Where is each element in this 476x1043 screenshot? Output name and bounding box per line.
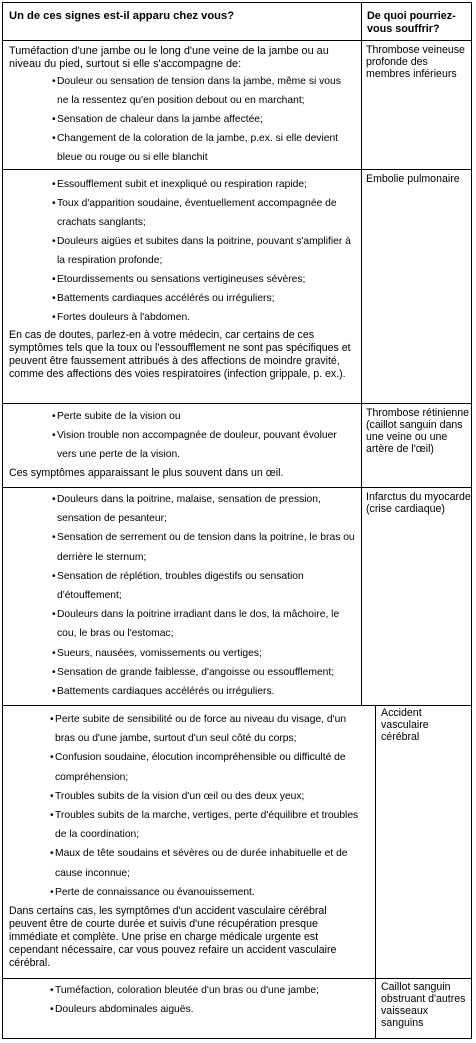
column-divider: [361, 170, 362, 403]
symptom-list: [9, 407, 359, 464]
table-row: [2, 706, 472, 979]
symptoms-cell: [9, 407, 359, 480]
table-row: [2, 170, 472, 404]
list-item: • Sueurs, nausées, vomissements ou vertiges;: [57, 644, 359, 663]
list-item: • Fortes douleurs à l'abdomen.: [57, 308, 359, 327]
list-item: • Douleurs dans la poitrine irradiant dans le dos, la mâchoire, le cou, le bras ou l'estomac;: [57, 605, 359, 643]
column-divider: [361, 41, 362, 169]
list-item: • Etourdissements ou sensations vertigineuses sévères;: [57, 270, 359, 289]
list-item: • Tuméfaction, coloration bleutée d'un bras ou d'une jambe;: [55, 981, 371, 1000]
list-item: • Changement de la coloration de la jambe, p.ex. si elle devient bleue ou rouge ou si elle blanchit: [57, 129, 359, 167]
list-item: • Douleurs abdominales aiguës.: [55, 1000, 371, 1019]
condition-cell: Infarctus du myocarde (crise cardiaque): [366, 491, 471, 515]
list-item: • Perte de connaissance ou évanouissement.: [55, 883, 371, 902]
symptom-list: [9, 710, 371, 902]
table-row: [2, 41, 472, 170]
symptoms-cell: [9, 45, 359, 167]
list-item: • Essoufflement subit et inexpliqué ou respiration rapide;: [57, 175, 359, 194]
condition-cell: Embolie pulmonaire: [366, 173, 460, 185]
condition-cell: Thrombose rétinienne (caillot sanguin dans une veine ou une artère de l'œil): [366, 407, 470, 455]
row-note: Dans certains cas, les symptômes d'un accident vasculaire cérébral peuvent être de courte durée et suivis d'une récupération presque immédiate et complète. Une prise en charge médicale urgente est cependant nécessaire, car vous pouvez refaire un accident vasculaire cérébral.: [9, 905, 337, 970]
column-divider: [361, 404, 362, 487]
list-item: • Vision trouble non accompagnée de douleur, pouvant évoluer vers une perte de la vision.: [57, 426, 359, 464]
column-divider: [375, 706, 376, 978]
symptom-list: [9, 981, 371, 1019]
table-row: [2, 404, 472, 488]
column-divider: [361, 3, 362, 40]
list-item: • Douleurs dans la poitrine, malaise, sensation de pression, sensation de pesanteur;: [57, 490, 359, 528]
list-item: • Sensation de grande faiblesse, d'angoisse ou essoufflement;: [57, 663, 359, 682]
list-item: • Maux de tête soudains et sévères ou de durée inhabituelle et de cause inconnue;: [55, 844, 371, 882]
symptoms-cell: [9, 981, 371, 1019]
table-header: [2, 2, 472, 41]
table-row: [2, 979, 472, 1039]
list-item: • Troubles subits de la vision d'un œil ou des deux yeux;: [55, 787, 371, 806]
list-item: • Sensation de chaleur dans la jambe affectée;: [57, 110, 359, 129]
symptom-list: [9, 175, 359, 327]
condition-cell: Thrombose veineuse profonde des membres inférieurs: [366, 44, 465, 80]
list-item: • Toux d'apparition soudaine, éventuellement accompagnée de crachats sanglants;: [57, 194, 359, 232]
list-item: • Douleur ou sensation de tension dans la jambe, même si vous ne la ressentez qu'en position debout ou en marchant;: [57, 72, 359, 110]
header-condition: De quoi pourriez-vous souffrir?: [367, 10, 456, 35]
symptoms-cell: [9, 175, 359, 381]
header-signs: Un de ces signes est-il apparu chez vous?: [9, 10, 235, 22]
column-divider: [361, 488, 362, 705]
list-item: • Perte subite de la vision ou: [57, 407, 359, 426]
list-item: • Douleurs aigües et subites dans la poitrine, pouvant s'amplifier à la respiration profonde;: [57, 232, 359, 270]
symptoms-cell: [9, 490, 359, 701]
list-item: • Sensation de réplétion, troubles digestifs ou sensation d'étouffement;: [57, 567, 359, 605]
table-row: [2, 488, 472, 706]
list-item: • Battements cardiaques accélérés ou irréguliers.: [57, 682, 359, 701]
symptoms-cell: [9, 710, 371, 970]
row-note: Ces symptômes apparaissant le plus souvent dans un œil.: [9, 467, 284, 479]
list-item: • Sensation de serrement ou de tension dans la poitrine, le bras ou derrière le sternum;: [57, 528, 359, 566]
symptom-list: [9, 490, 359, 701]
symptom-list: [9, 72, 359, 167]
column-divider: [375, 979, 376, 1038]
row-note: En cas de doutes, parlez-en à votre médecin, car certains de ces symptômes tels que la toux ou l'essoufflement ne sont pas spécifiques et peuvent être faussement attribués à des affections de moindre gravité, comme des affections des voies respiratoires (infection grippale, p. ex.).: [9, 329, 351, 380]
list-item: • Confusion soudaine, élocution incompréhensible ou difficulté de compréhension;: [55, 748, 371, 786]
list-item: • Battements cardiaques accélérés ou irréguliers;: [57, 289, 359, 308]
list-item: • Troubles subits de la marche, vertiges, perte d'équilibre et troubles de la coordination;: [55, 806, 371, 844]
list-item: • Perte subite de sensibilité ou de force au niveau du visage, d'un bras ou d'une jambe, surtout d'un seul côté du corps;: [55, 710, 371, 748]
row-intro: Tuméfaction d'une jambe ou le long d'une veine de la jambe ou au niveau du pied, surtout si elle s'accompagne de:: [9, 45, 329, 70]
condition-cell: Accident vasculaire cérébral: [381, 707, 429, 743]
condition-cell: Caillot sanguin obstruant d'autres vaisseaux sanguins: [381, 981, 466, 1029]
